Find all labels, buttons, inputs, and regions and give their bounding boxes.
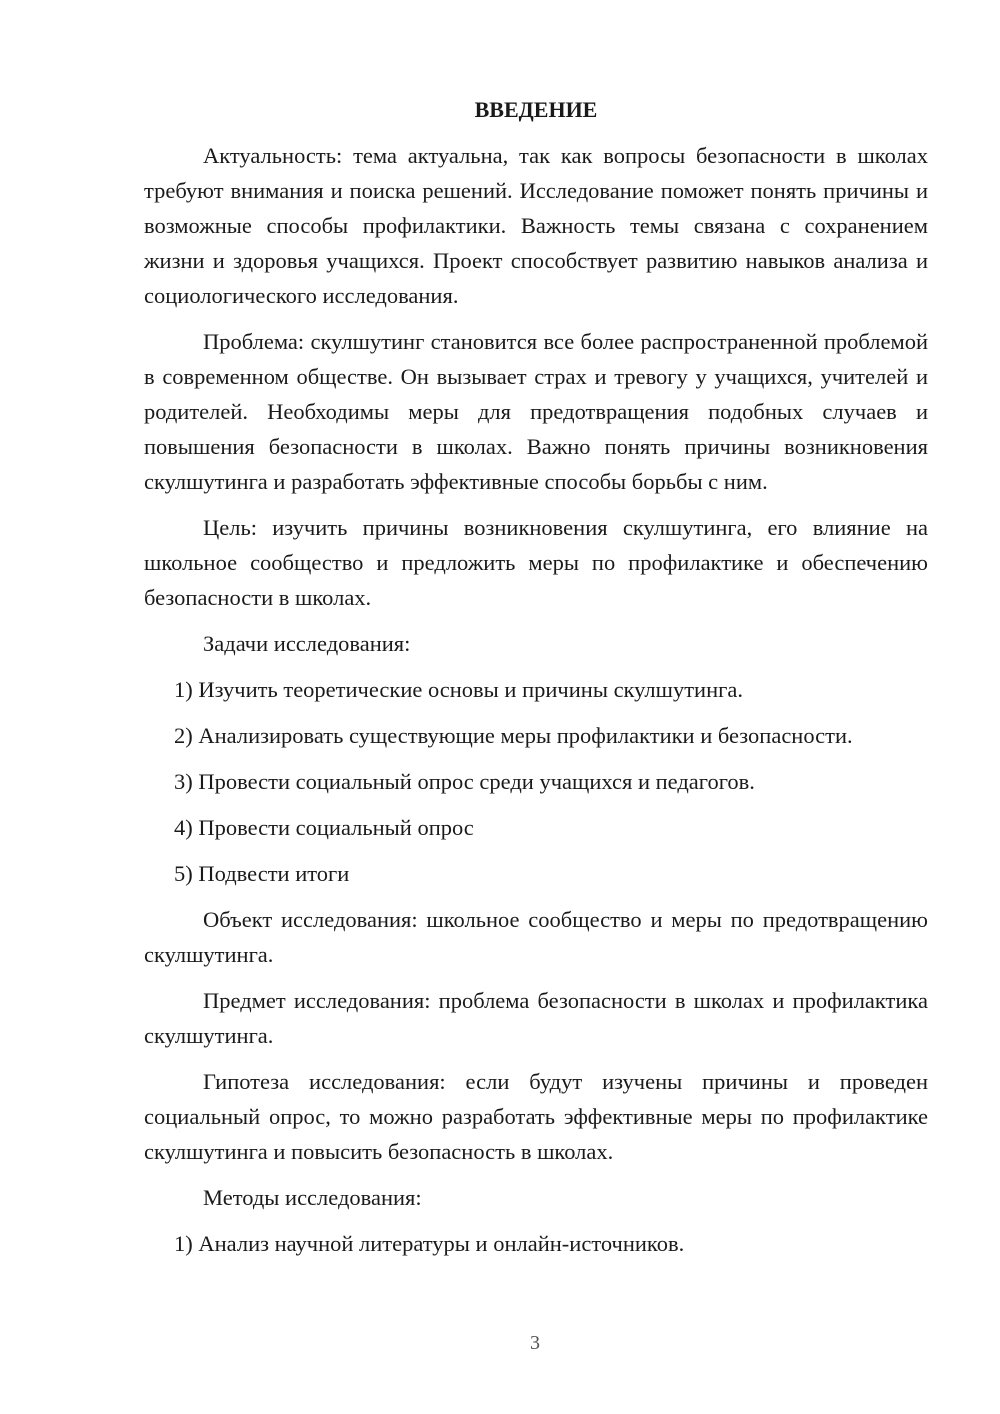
methods-heading: Методы исследования: — [203, 1185, 422, 1210]
page-number: 3 — [530, 1332, 540, 1354]
list-item: 3) Провести социальный опрос среди учащихся и педагогов. — [174, 769, 755, 794]
methods-list — [144, 1226, 928, 1261]
list-item: 1) Изучить теоретические основы и причины скулшутинга. — [174, 677, 743, 702]
list-item: 5) Подвести итоги — [174, 861, 350, 886]
tasks-heading: Задачи исследования: — [203, 631, 411, 656]
list-item: 2) Анализировать существующие меры профилактики и безопасности. — [174, 723, 853, 748]
document-title: ВВЕДЕНИЕ — [474, 97, 598, 122]
paragraph-goal: Цель: изучить причины возникновения скулшутинга, его влияние на школьное сообщество и предложить меры по профилактике и обеспечению безопасности в школах. — [144, 515, 928, 610]
list-item: 4) Провести социальный опрос — [174, 815, 474, 840]
document-page — [144, 92, 928, 1272]
paragraph-hypothesis: Гипотеза исследования: если будут изучены причины и проведен социальный опрос, то можно разработать эффективные меры по профилактике скулшутинга и повысить безопасность в школах. — [144, 1069, 928, 1164]
paragraph-subject: Предмет исследования: проблема безопасности в школах и профилактика скулшутинга. — [144, 988, 928, 1048]
paragraph-relevance: Актуальность: тема актуальна, так как вопросы безопасности в школах требуют внимания и поиска решений. Исследование поможет понять причины и возможные способы профилактики. Важность темы связана с сохранением жизни и здоровья учащихся. Проект способствует развитию навыков анализа и социологического исследования. — [144, 143, 928, 308]
list-item: 1) Анализ научной литературы и онлайн-источников. — [174, 1231, 685, 1256]
paragraph-object: Объект исследования: школьное сообщество и меры по предотвращению скулшутинга. — [144, 907, 928, 967]
paragraph-problem: Проблема: скулшутинг становится все более распространенной проблемой в современном обществе. Он вызывает страх и тревогу у учащихся, учителей и родителей. Необходимы меры для предотвращения подобных случаев и повышения безопасности в школах. Важно понять причины возникновения скулшутинга и разработать эффективные способы борьбы с ним. — [144, 329, 928, 494]
tasks-list — [144, 672, 928, 891]
